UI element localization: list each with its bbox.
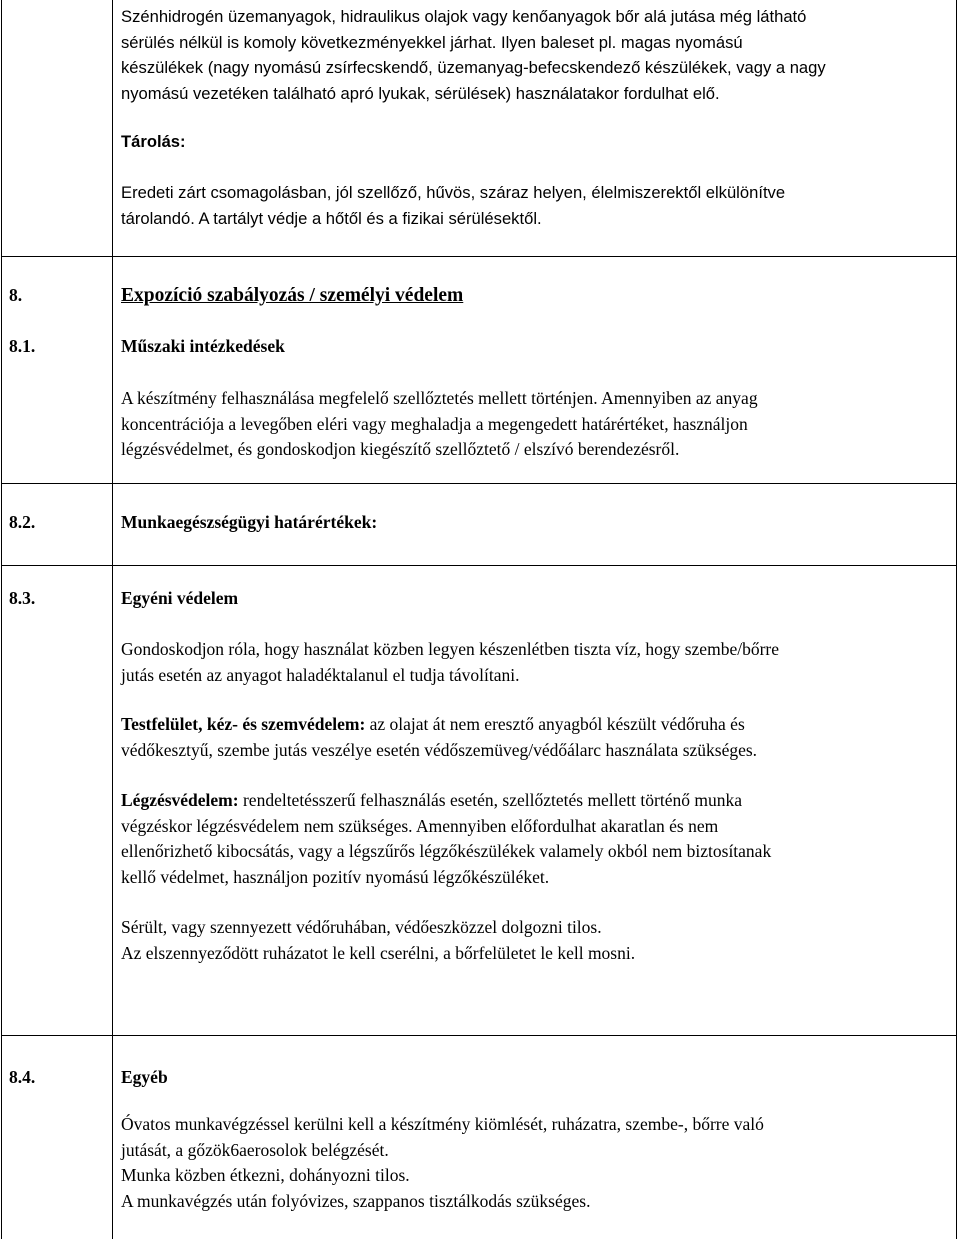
section-8-3-number: 8.3. <box>9 588 36 608</box>
column-divider <box>112 566 113 1035</box>
body-protection-text <box>121 712 946 763</box>
storage-heading: Tárolás: <box>121 132 186 151</box>
text-line <box>121 712 946 738</box>
text-line <box>121 788 946 814</box>
storage-text <box>121 180 946 231</box>
section-7-intro <box>121 4 946 106</box>
section-8-3-closing <box>121 915 946 966</box>
section-8-3-para1 <box>121 637 946 688</box>
text-line: Munka közben étkezni, dohányozni tilos. <box>121 1165 410 1185</box>
text-line: Szénhidrogén üzemanyagok, hidraulikus olajok vagy kenőanyagok bőr alá jutása még látható <box>121 7 807 26</box>
text-line: kellő védelmet, használjon pozitív nyomású légzőkészüléket. <box>121 866 550 887</box>
column-divider <box>112 1036 113 1239</box>
column-divider <box>112 0 113 256</box>
section-8-3-heading: Egyéni védelem <box>121 588 239 608</box>
text-line: Gondoskodjon róla, hogy használat közben legyen készenlétben tiszta víz, hogy szembe/bőrre <box>121 639 779 659</box>
respiratory-protection-line: rendeltetésszerű felhasználás esetén, szellőztetés mellett történő munka <box>238 790 742 810</box>
section-8-4-number: 8.4. <box>9 1067 36 1087</box>
section-8-4-heading: Egyéb <box>121 1067 168 1087</box>
body-protection-label: Testfelület, kéz- és szemvédelem: <box>121 714 366 734</box>
text-line: sérülés nélkül is komoly következményekkel járhat. Ilyen baleset pl. magas nyomású <box>121 32 743 52</box>
section-8-1-number: 8.1. <box>9 336 36 356</box>
column-divider <box>112 257 113 483</box>
respiratory-protection-text <box>121 788 946 890</box>
text-line: légzésvédelmet, és gondoskodjon kiegészítő szellőztető / elszívó berendezésről. <box>121 439 680 459</box>
text-line: ellenőrizhető kibocsátás, vagy a légszűrős légzőkészülékek valamely okból nem biztosítanak <box>121 841 772 861</box>
section-8-4-text <box>121 1112 946 1214</box>
section-8-2-heading: Munkaegészségügyi határértékek: <box>121 512 378 532</box>
text-line: jutás esetén az anyagot haladéktalanul el tudja távolítani. <box>121 664 520 685</box>
section-7-row <box>1 0 957 257</box>
text-line: Óvatos munkavégzéssel kerülni kell a készítmény kiömlését, ruházatra, szembe-, bőrre való <box>121 1114 764 1134</box>
section-8-2-row <box>1 484 957 566</box>
section-8-1-text <box>121 386 946 463</box>
text-line: A készítmény felhasználása megfelelő szellőztetés mellett történjen. Amennyiben az anyag <box>121 388 758 408</box>
text-line: jutását, a gőzök6aerosolok belégzését. <box>121 1139 389 1160</box>
text-line: koncentrációja a levegőben eléri vagy meghaladja a megengedett határértéket, használjon <box>121 413 748 434</box>
text-line: A munkavégzés után folyóvizes, szappanos tisztálkodás szükséges. <box>121 1190 591 1211</box>
section-8-2-number: 8.2. <box>9 512 36 532</box>
text-line: készülékek (nagy nyomású zsírfecskendő, üzemanyag-befecskendező készülékek, vagy a nagy <box>121 58 826 77</box>
body-protection-line: az olajat át nem eresztő anyagból készült védőruha és <box>365 714 745 734</box>
section-8-1-row <box>1 257 957 484</box>
text-line: tárolandó. A tartályt védje a hőtől és a fizikai sérülésektől. <box>121 208 542 228</box>
respiratory-protection-label: Légzésvédelem: <box>121 790 239 810</box>
section-8-3-row <box>1 566 957 1036</box>
section-8-1-heading: Műszaki intézkedések <box>121 336 285 356</box>
section-8-title: Expozíció szabályozás / személyi védelem <box>121 285 464 306</box>
section-8-4-row <box>1 1036 957 1239</box>
section-8-number: 8. <box>9 285 23 305</box>
text-line: Sérült, vagy szennyezett védőruhában, védőeszközzel dolgozni tilos. <box>121 917 602 937</box>
text-line: nyomású vezetéken található apró lyukak, sérülések) használatakor fordulhat elő. <box>121 83 720 103</box>
text-line: védőkesztyű, szembe jutás veszélye esetén védőszemüveg/védőálarc használata szükséges. <box>121 739 758 760</box>
text-line: Az elszennyeződött ruházatot le kell cserélni, a bőrfelületet le kell mosni. <box>121 942 636 963</box>
text-line: Eredeti zárt csomagolásban, jól szellőző, hűvös, száraz helyen, élelmiszerektől elkülönítve <box>121 183 786 202</box>
text-line: végzéskor légzésvédelem nem szükséges. Amennyiben előfordulhat akaratlan és nem <box>121 815 719 836</box>
column-divider <box>112 484 113 565</box>
